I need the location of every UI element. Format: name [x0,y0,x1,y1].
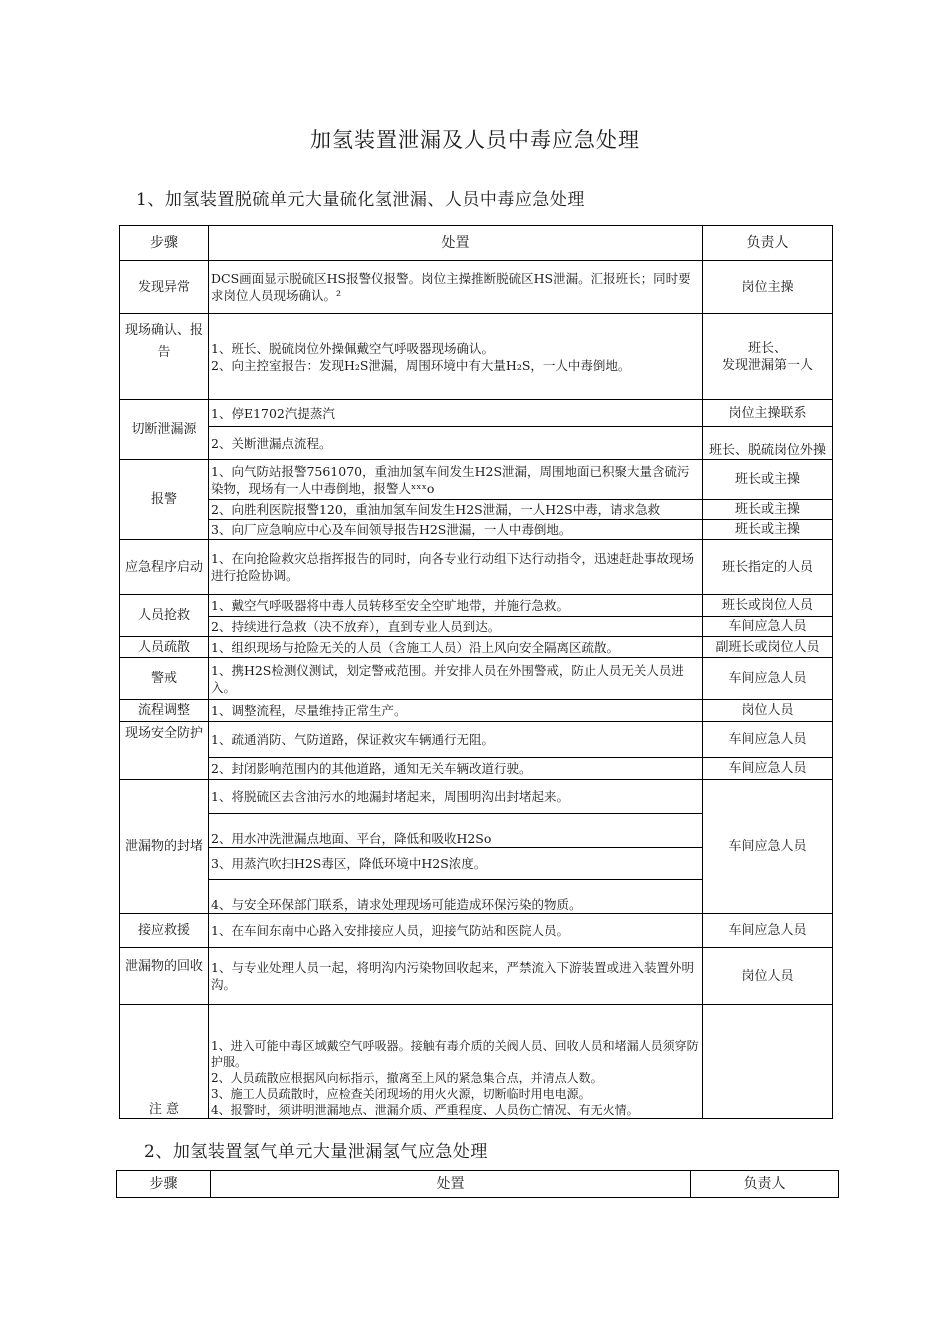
owner-cell: 车间应急人员 [703,722,833,758]
action-cell: 1、调整流程，尽量维持正常生产。 [209,700,703,722]
action-cell: 1、携H2S检测仪测试，划定警戒范围。并安排人员在外围警戒，防止人员无关人员进入。 [209,658,703,700]
header-action: 处置 [209,226,703,261]
step-cell: 切断泄漏源 [120,400,209,460]
owner-cell: 副班长或岗位人员 [703,637,833,658]
action-cell [209,314,703,400]
owner-text: 发现泄漏第一人 [721,357,813,373]
owner-cell: 岗位主操联系 [703,400,833,427]
section-1-table [119,225,833,1119]
section-1-title: 1、加氢装置脱硫单元大量硫化氢泄漏、人员中毒应急处理 [136,190,585,210]
step-cell: 现场安全防护 [120,722,209,780]
step-cell: 人员疏散 [120,637,209,658]
table-row [120,500,833,520]
section-2-table [116,1170,839,1198]
table-header-row [120,226,833,261]
table-row [120,700,833,722]
step-cell: 发现异常 [120,261,209,314]
header-step: 步骤 [117,1171,211,1198]
header-owner: 负责人 [703,226,833,261]
owner-cell: 岗位人员 [703,700,833,722]
step-cell: 泄漏物的封堵 [120,780,209,914]
owner-cell [703,1005,833,1119]
owner-cell: 车间应急人员 [703,914,833,948]
action-cell: 2、向胜利医院报警120，重油加氢车间发生H2S泄漏，一人H2S中毒，请求急救 [209,500,703,520]
owner-cell: 班长指定的人员 [703,540,833,595]
owner-cell: 班长或主操 [703,460,833,500]
action-cell: 3、向厂应急响应中心及车间领导报告H2S泄漏，一人中毒倒地。 [209,520,703,540]
table-row [120,520,833,540]
action-cell: 2、封闭影响范围内的其他道路，通知无关车辆改道行驶。 [209,758,703,780]
owner-cell: 班长或主操 [703,500,833,520]
owner-text: 班长、 [747,340,787,356]
table-row [120,617,833,637]
document-title: 加氢装置泄漏及人员中毒应急处理 [310,128,640,152]
owner-cell: 岗位主操 [703,261,833,314]
step-cell: 泄漏物的回收 [120,948,209,1005]
table-header-row [117,1171,839,1198]
owner-cell: 班长、脱硫岗位外操 [703,427,833,460]
table-row [120,948,833,1005]
owner-cell: 车间应急人员 [703,617,833,637]
table-row [120,914,833,948]
action-cell: 1、停E1702汽提蒸汽 [209,400,703,427]
table-row [120,1005,833,1119]
action-text: 2、向主控室报告：发现H₂S泄漏，周围环境中有大量H₂S，一人中毒倒地。 [211,357,631,373]
owner-cell: 车间应急人员 [703,658,833,700]
table-row [120,427,833,460]
action-cell: 1、组织现场与抢险无关的人员（含施工人员）沿上风向安全隔离区疏散。 [209,637,703,658]
owner-cell: 车间应急人员 [703,758,833,780]
table-row [120,780,833,814]
action-cell: 2、用水冲洗泄漏点地面、平台，降低和吸收H2So [209,814,703,848]
step-cell: 报警 [120,460,209,540]
action-cell: 1、疏通消防、气防道路，保证救灾车辆通行无阻。 [209,722,703,758]
action-cell: 1、与专业处理人员一起，将明沟内污染物回收起来，严禁流入下游装置或进入装置外明沟。 [209,948,703,1005]
header-step: 步骤 [120,226,209,261]
action-cell: 1、在车间东南中心路入安排接应人员，迎接气防站和医院人员。 [209,914,703,948]
table-row [120,758,833,780]
action-cell: 1、将脱硫区去含油污水的地漏封堵起来，周围明沟出封堵起来。 [209,780,703,814]
action-cell: 1、在向抢险救灾总指挥报告的同时，向各专业行动组下达行动指令，迅速赶赴事故现场进行抢险协调。 [209,540,703,595]
owner-cell [703,314,833,400]
action-text: DCS画面显示脱硫区HS报警仪报警。岗位主操推断脱硫区HS泄漏。汇报班长；同时要求岗位人员现场确认。² [211,271,691,303]
header-owner: 负责人 [691,1171,839,1198]
step-cell: 现场确认、报告 [120,314,209,400]
owner-cell: 班长或岗位人员 [703,595,833,617]
header-action: 处置 [211,1171,691,1198]
action-cell: 1、戴空气呼吸器将中毒人员转移至安全空旷地带，并施行急救。 [209,595,703,617]
action-cell: 2、持续进行急救（决不放弃），直到专业人员到达。 [209,617,703,637]
table-row [120,314,833,400]
table-row [120,637,833,658]
note-text: 2、人员疏散应根据风向标指示，撤离至上风的紧急集合点，并清点人数。 [211,1071,603,1085]
step-cell: 应急程序启动 [120,540,209,595]
action-cell [209,261,703,314]
table-row [120,595,833,617]
owner-cell: 班长或主操 [703,520,833,540]
action-cell: 2、关断泄漏点流程。 [209,427,703,460]
section-2-title: 2、加氢装置氢气单元大量泄漏氢气应急处理 [144,1142,488,1162]
table-row [120,658,833,700]
table-row [120,722,833,758]
action-cell [209,1005,703,1119]
action-cell: 1、向气防站报警7561070，重油加氢车间发生H2S泄漏，周围地面已积聚大量含硫污染物，现场有一人中毒倒地，报警人ˣˣˣo [209,460,703,500]
action-cell: 4、与安全环保部门联系，请求处理现场可能造成环保污染的物质。 [209,880,703,914]
note-text: 3、施工人员疏散时，应检查关闭现场的用火火源，切断临时用电电源。 [211,1087,591,1101]
note-text: 4、报警时，须讲明泄漏地点、泄漏介质、严重程度、人员伤亡情况、有无火情。 [211,1103,639,1117]
table-row [120,261,833,314]
table-row [120,460,833,500]
action-cell: 3、用蒸汽吹扫H2S毒区，降低环境中H2S浓度。 [209,848,703,880]
owner-cell: 岗位人员 [703,948,833,1005]
note-text: 1、进入可能中毒区域戴空气呼吸器。接触有毒介质的关阀人员、回收人员和堵漏人员须穿防护服。 [211,1039,699,1069]
owner-cell: 车间应急人员 [703,780,833,914]
step-cell: 人员抢救 [120,595,209,637]
table-row [120,400,833,427]
step-cell: 接应救援 [120,914,209,948]
table-row [120,540,833,595]
step-cell: 警戒 [120,658,209,700]
step-cell: 注 意 [120,1005,209,1119]
step-cell: 流程调整 [120,700,209,722]
action-text: 1、班长、脱硫岗位外操佩戴空气呼吸器现场确认。 [211,340,494,356]
